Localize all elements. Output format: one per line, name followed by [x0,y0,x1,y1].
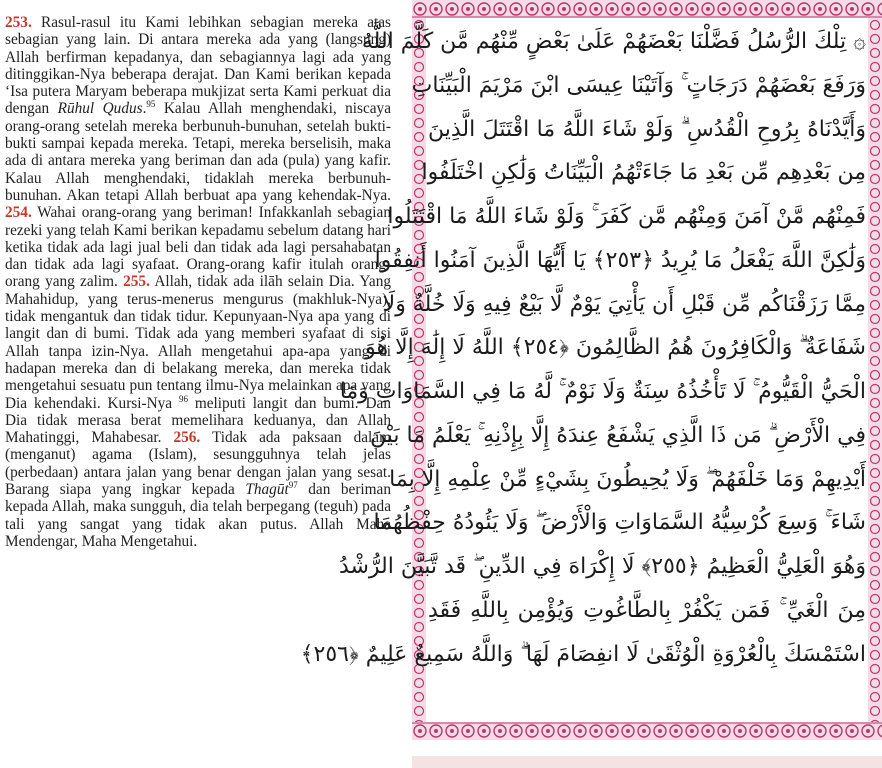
arabic-line: مِمَّا رَزَقْنَاكُم مِّن قَبْلِ أَن يَأْتِيَ يَوْمٌ لَّا بَيْعٌ فِيهِ وَلَا خُلَّةٌ وَلَا [382,291,866,317]
verse-253-text: Rasul-rasul itu Kami lebihkan sebagian mereka atas sebagian yang lain. Di antara mereka ada yang (langsung) Allah berfirman kepadanya, dan sebagiannya lagi ada yang ditinggikan-Nya beberapa derajat. Dan Kami berikan kepada ‘Isa putera Maryam beberapa mukjizat serta Kami perkuat dia dengan [5,14,392,118]
arabic-line: اسْتَمْسَكَ بِالْعُرْوَةِ الْوُثْقَىٰ لَا انفِصَامَ لَهَا ۗ وَاللَّهُ سَمِيعٌ عَلِيمٌ ﴿٢٥٦﴾ [300,641,866,667]
footnote-97[interactable]: 97 [288,479,298,490]
verse-254-text: Wahai orang-orang yang beriman! Infakkanlah sebagian rezeki yang telah Kami berikan kepadamu sebelum datang hari ketika tidak ada lagi jual beli dan tidak ada lagi persahabatan dan tidak ada lagi syafaat. Orang-orang kafir itulah orang-orang yang zalim. [5,204,391,291]
verse-253-text-cont: Kalau Allah menghendaki, niscaya orang-orang setelah mereka berbunuh-bunuhan, setelah bukti-bukti sampai kepada mereka. Tetapi, mereka berselisih, maka ada di antara mereka yang beriman dan ada (pula) yang kafir. Kalau Allah menghendaki, tidaklah mereka berbunuh-bunuhan. Akan tetapi Allah berbuat apa yang kehendak-Nya. [5,100,391,204]
translation-column: 253. Rasul-rasul itu Kami lebihkan sebagian mereka atas sebagian yang lain. Di antara mereka ada yang (langsung) Allah berfirman kepadanya, dan sebagiannya lagi ada yang ditinggikan-Nya beberapa derajat. Dan Kami berikan kepada ‘Isa putera Maryam beberapa mukjizat serta Kami perkuat dia dengan Rūhul Qudus.$^{95}$ Kalau Allah menghendaki, niscaya orang-orang setelah mereka berbunuh-bunuhan, setelah bukti-bukti sampai kepada mereka. Tetapi, mereka berselisih, maka ada di antara mereka yang beriman dan ada (pula) yang kafir. Kalau Allah menghendaki, tidaklah mereka berbunuh-bunuhan. Akan tetapi Allah berbuat apa yang kehendak-Nya. 254. Wahai orang-orang yang beriman! Infakkanlah sebagian rezeki yang telah Kami berikan kepadamu sebelum datang hari ketika tidak ada lagi jual beli dan tidak ada lagi persahabatan dan tidak ada lagi syafaat. Orang-orang kafir itulah orang-orang yang zalim. 255. Allah, tidak ada ilāh selain Dia. Yang Mahahidup, yang terus-menerus mengurus (makhluk-Nya), tidak mengantuk dan tidak tidur. Kepunyaan-Nya apa yang di langit dan di bumi. Tidak ada yang memberi syafaat di sisi Allah tanpa izin-Nya. Allah mengetahui apa-apa yang di hadapan mereka dan di belakang mereka, dan mereka tidak mengetahui sesuatu pun tentang ilmu-Nya melainkan apa yang Dia kehendaki. Kursi-Nya $^{96}$ meliputi langit dan bumi. Dan Dia tidak merasa berat memelihara keduanya, dan Allah Mahatinggi, Mahabesar. 256. Tidak ada paksaan dalam (menganut) agama (Islam), sesungguhnya telah jelas (perbedaan) antara jalan yang benar dengan jalan yang sesat. Barang siapa yang ingkar kepada Thagūt$^{97}$ dan beriman kepada Allah, maka sungguh, dia telah berpegang (teguh) pada tali yang sangat yang tidak akan putus. Allah Maha Mendengar, Maha Mengetahui. [5,14,392,550]
mushaf-page [300,0,882,740]
page-footer-strip [412,756,882,768]
arabic-line: ۞ تِلْكَ الرُّسُلُ فَضَّلْنَا بَعْضَهُمْ عَلَىٰ بَعْضٍ مِّنْهُم مَّن كَلَّمَ اللَّهُ [361,29,866,54]
arabic-line: وَأَيَّدْنَاهُ بِرُوحِ الْقُدُسِ ۗ وَلَوْ شَاءَ اللَّهُ مَا اقْتَتَلَ الَّذِينَ [428,116,866,142]
arabic-text-block [300,20,866,720]
term-ruhul-qudus: Rūhul Qudus [57,100,143,118]
term-thagut: Thagūt [245,481,289,499]
arabic-line: شَفَاعَةٌ ۗ وَالْكَافِرُونَ هُمُ الظَّالِمُونَ ﴿٢٥٤﴾ اللَّهُ لَا إِلَٰهَ إِلَّا هُوَ [365,335,866,361]
ornamental-border-top [412,0,882,18]
arabic-line: فَمِنْهُم مَّنْ آمَنَ وَمِنْهُم مَّن كَفَرَ ۚ وَلَوْ شَاءَ اللَّهُ مَا اقْتَتَلُوا [387,204,866,229]
verse-number-254: 254. [5,204,32,222]
verse-number-256: 256. [173,429,201,447]
ornamental-border-bottom [412,722,882,740]
footnote-95[interactable]: 95 [146,99,156,110]
verse-number-255: 255. [123,273,150,291]
arabic-line: وَهُوَ الْعَلِيُّ الْعَظِيمُ ﴿٢٥٥﴾ لَا إِكْرَاهَ فِي الدِّينِ ۖ قَد تَّبَيَّنَ الرُّشْدُ [338,554,866,579]
arabic-line: الْحَيُّ الْقَيُّومُ ۚ لَا تَأْخُذُهُ سِنَةٌ وَلَا نَوْمٌ ۚ لَّهُ مَا فِي السَّمَاوَاتِ وَمَا [339,379,866,404]
arabic-line: شَاءَ ۚ وَسِعَ كُرْسِيُّهُ السَّمَاوَاتِ وَالْأَرْضَ ۖ وَلَا يَئُودُهُ حِفْظُهُمَا [373,510,866,536]
arabic-line: وَرَفَعَ بَعْضَهُمْ دَرَجَاتٍ ۚ وَآتَيْنَا عِيسَى ابْنَ مَرْيَمَ الْبَيِّنَاتِ [411,72,866,98]
verse-256-text: Tidak ada paksaan dalam (menganut) agama (Islam), sesungguhnya telah jelas (perbedaan) antara jalan yang benar dengan jalan yang sesat. Barang siapa yang ingkar kepada [5,429,391,499]
footnote-96[interactable]: 96 [178,393,188,404]
arabic-line: فِي الْأَرْضِ ۗ مَن ذَا الَّذِي يَشْفَعُ عِندَهُ إِلَّا بِإِذْنِهِ ۚ يَعْلَمُ مَا بَيْنَ [370,422,866,448]
verse-number-253: 253. [5,14,32,31]
arabic-line: وَلَٰكِنَّ اللَّهَ يَفْعَلُ مَا يُرِيدُ ﴿٢٥٣﴾ يَا أَيُّهَا الَّذِينَ آمَنُوا أَنفِقُوا [374,247,866,273]
verse-256-text-cont: dan beriman kepada Allah, maka sungguh, dia telah berpegang (teguh) pada tali yang sangat yang tidak akan putus. Allah Maha Mendengar, Maha Mengetahui. [5,481,391,550]
ornamental-border-right [868,18,882,722]
arabic-line: أَيْدِيهِمْ وَمَا خَلْفَهُمْ ۖ وَلَا يُحِيطُونَ بِشَيْءٍ مِّنْ عِلْمِهِ إِلَّا بِمَا [389,466,866,492]
arabic-line: مِنَ الْغَيِّ ۚ فَمَن يَكْفُرْ بِالطَّاغُوتِ وَيُؤْمِن بِاللَّهِ فَقَدِ [428,597,866,623]
verse-255-text: Allah, tidak ada ilāh selain Dia. Yang Mahahidup, yang terus-menerus mengurus (makhluk-Nya), tidak mengantuk dan tidak tidur. Kepunyaan-Nya apa yang di langit dan di bumi. Tidak ada yang memberi syafaat di sisi Allah tanpa izin-Nya. Allah mengetahui apa-apa yang di hadapan mereka dan di belakang mereka, dan mereka tidak mengetahui sesuatu pun tentang ilmu-Nya melainkan apa yang Dia kehendaki. Kursi-Nya [5,273,391,412]
arabic-line: مِن بَعْدِهِم مِّن بَعْدِ مَا جَاءَتْهُمُ الْبَيِّنَاتُ وَلَٰكِنِ اخْتَلَفُوا [421,160,866,186]
verse-255-text-cont: meliputi langit dan bumi. Dan Dia tidak merasa berat memelihara keduanya, dan Allah Mahatinggi, Mahabesar. [5,394,391,447]
